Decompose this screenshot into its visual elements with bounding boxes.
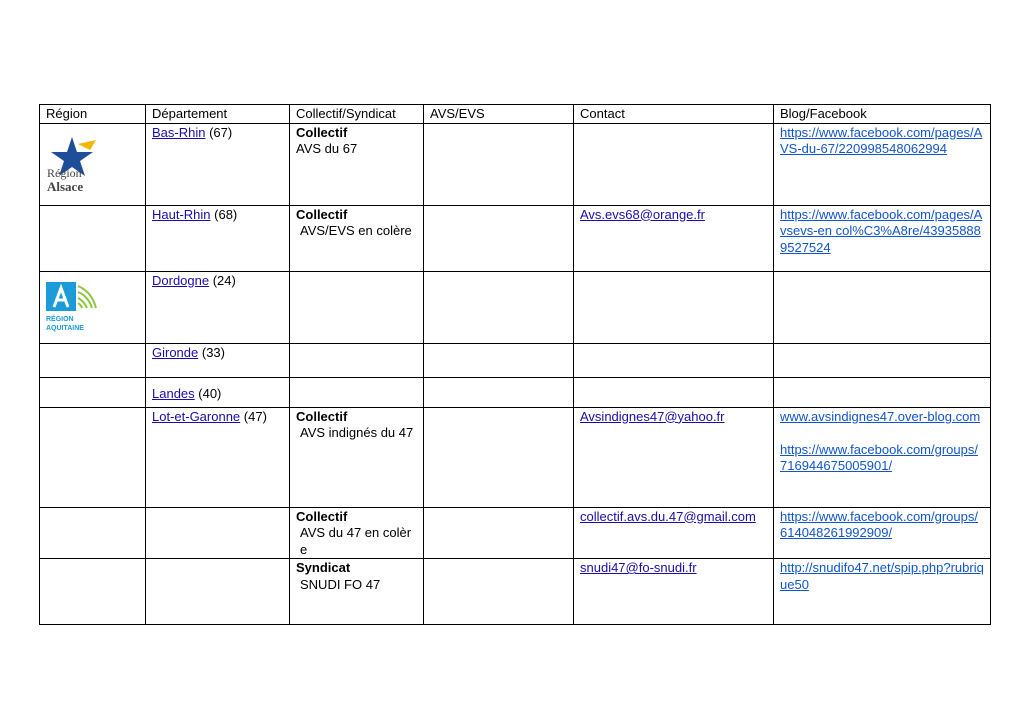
table-row — [40, 205, 991, 271]
blog-cell — [774, 559, 991, 625]
contact-cell — [574, 407, 774, 507]
collectif-cell — [290, 559, 424, 625]
logo-line2: AQUITAINE — [46, 324, 84, 332]
blog-cell — [774, 407, 991, 507]
header-contact: Contact — [574, 105, 774, 124]
region-cell — [40, 343, 146, 377]
table-row — [40, 271, 991, 343]
contact-cell — [574, 377, 774, 407]
group-type: Collectif — [296, 206, 348, 222]
group-name: AVS du 47 en colère — [300, 525, 412, 557]
blog-link[interactable]: https://www.facebook.com/pages/AVS-du-67/220998548062994 — [780, 124, 983, 156]
departement-cell — [146, 123, 290, 205]
header-avs-evs: AVS/EVS — [424, 105, 574, 124]
avs-evs-cell — [424, 377, 574, 407]
departement-link[interactable]: Bas-Rhin — [152, 124, 206, 140]
contact-cell — [574, 343, 774, 377]
group-name: AVS du 67 — [296, 141, 358, 156]
logo-line1: RÉGION — [46, 315, 74, 323]
table-row — [40, 377, 991, 407]
facebook-link[interactable]: https://www.facebook.com/groups/716944675005901/ — [780, 441, 978, 473]
avs-evs-cell — [424, 559, 574, 625]
group-name: SNUDI FO 47 — [300, 576, 381, 592]
contact-cell — [574, 559, 774, 625]
blog-link[interactable]: http://snudifo47.net/spip.php?rubrique50 — [780, 560, 984, 592]
blog-cell — [774, 205, 991, 271]
contact-email-link[interactable]: snudi47@fo-snudi.fr — [580, 560, 697, 575]
collectif-cell — [290, 507, 424, 559]
avs-evs-cell — [424, 205, 574, 271]
contact-cell — [574, 205, 774, 271]
blog-link[interactable]: https://www.facebook.com/pages/Avsevs-en col%C3%A8re/439358889527524 — [780, 206, 983, 255]
contact-email-link[interactable]: Avsindignes47@yahoo.fr — [580, 408, 725, 424]
departement-code: (33) — [198, 344, 225, 360]
departement-code: (47) — [240, 408, 267, 424]
departement-link[interactable]: Lot-et-Garonne — [152, 408, 241, 424]
contact-email-link[interactable]: Avs.evs68@orange.fr — [580, 206, 705, 222]
region-aquitaine-logo — [46, 282, 98, 334]
region-cell — [40, 123, 146, 205]
departement-cell — [146, 407, 290, 507]
table-row — [40, 559, 991, 625]
blog-cell — [774, 377, 991, 407]
departement-code: (24) — [209, 272, 236, 288]
group-type: Collectif — [296, 124, 348, 140]
table-row — [40, 407, 991, 507]
logo-line2: Alsace — [47, 178, 84, 194]
region-cell — [40, 559, 146, 625]
header-row — [40, 105, 991, 124]
departement-cell — [146, 507, 290, 559]
departement-link[interactable]: Dordogne — [152, 272, 210, 288]
avs-evs-cell — [424, 271, 574, 343]
header-blog: Blog/Facebook — [774, 105, 991, 124]
departement-code: (40) — [194, 385, 222, 401]
blog-cell — [774, 507, 991, 559]
contacts-table — [39, 104, 991, 625]
collectif-cell — [290, 205, 424, 271]
header-collectif: Collectif/Syndicat — [290, 105, 424, 124]
contact-cell — [574, 123, 774, 205]
collectif-cell — [290, 407, 424, 507]
header-departement: Département — [146, 105, 290, 124]
region-cell — [40, 407, 146, 507]
blog-link[interactable]: https://www.facebook.com/groups/614048261992909/ — [780, 508, 978, 540]
collectif-cell — [290, 377, 424, 407]
avs-evs-cell — [424, 407, 574, 507]
group-type: Collectif — [296, 408, 348, 424]
contact-email-link[interactable]: collectif.avs.du.47@gmail.com — [580, 508, 756, 524]
region-cell — [40, 507, 146, 559]
group-type: Collectif — [296, 508, 348, 524]
avs-evs-cell — [424, 343, 574, 377]
region-alsace-logo — [46, 134, 98, 194]
contact-cell — [574, 507, 774, 559]
group-type: Syndicat — [296, 560, 351, 575]
collectif-cell — [290, 271, 424, 343]
blog-cell — [774, 271, 991, 343]
region-cell — [40, 377, 146, 407]
blog-cell — [774, 123, 991, 205]
departement-link[interactable]: Landes — [152, 385, 195, 401]
departement-cell — [146, 343, 290, 377]
blog-cell — [774, 343, 991, 377]
departement-link[interactable]: Haut-Rhin — [152, 206, 211, 222]
region-cell — [40, 205, 146, 271]
departement-cell — [146, 205, 290, 271]
avs-evs-cell — [424, 507, 574, 559]
group-name: AVS/EVS en colère — [300, 223, 412, 238]
collectif-cell — [290, 123, 424, 205]
departement-cell — [146, 377, 290, 407]
table-row — [40, 123, 991, 205]
logo-line1: Région — [47, 165, 82, 180]
departement-link[interactable]: Gironde — [152, 344, 199, 360]
collectif-cell — [290, 343, 424, 377]
avs-evs-cell — [424, 123, 574, 205]
table-row — [40, 343, 991, 377]
departement-cell — [146, 559, 290, 625]
header-region: Région — [40, 105, 146, 124]
departement-cell — [146, 271, 290, 343]
table-row — [40, 507, 991, 559]
region-cell — [40, 271, 146, 343]
group-name: AVS indignés du 47 — [300, 425, 414, 440]
departement-code: (67) — [205, 124, 233, 140]
blog-link[interactable]: www.avsindignes47.over-blog.com — [780, 408, 981, 424]
departement-code: (68) — [210, 206, 238, 222]
contact-cell — [574, 271, 774, 343]
